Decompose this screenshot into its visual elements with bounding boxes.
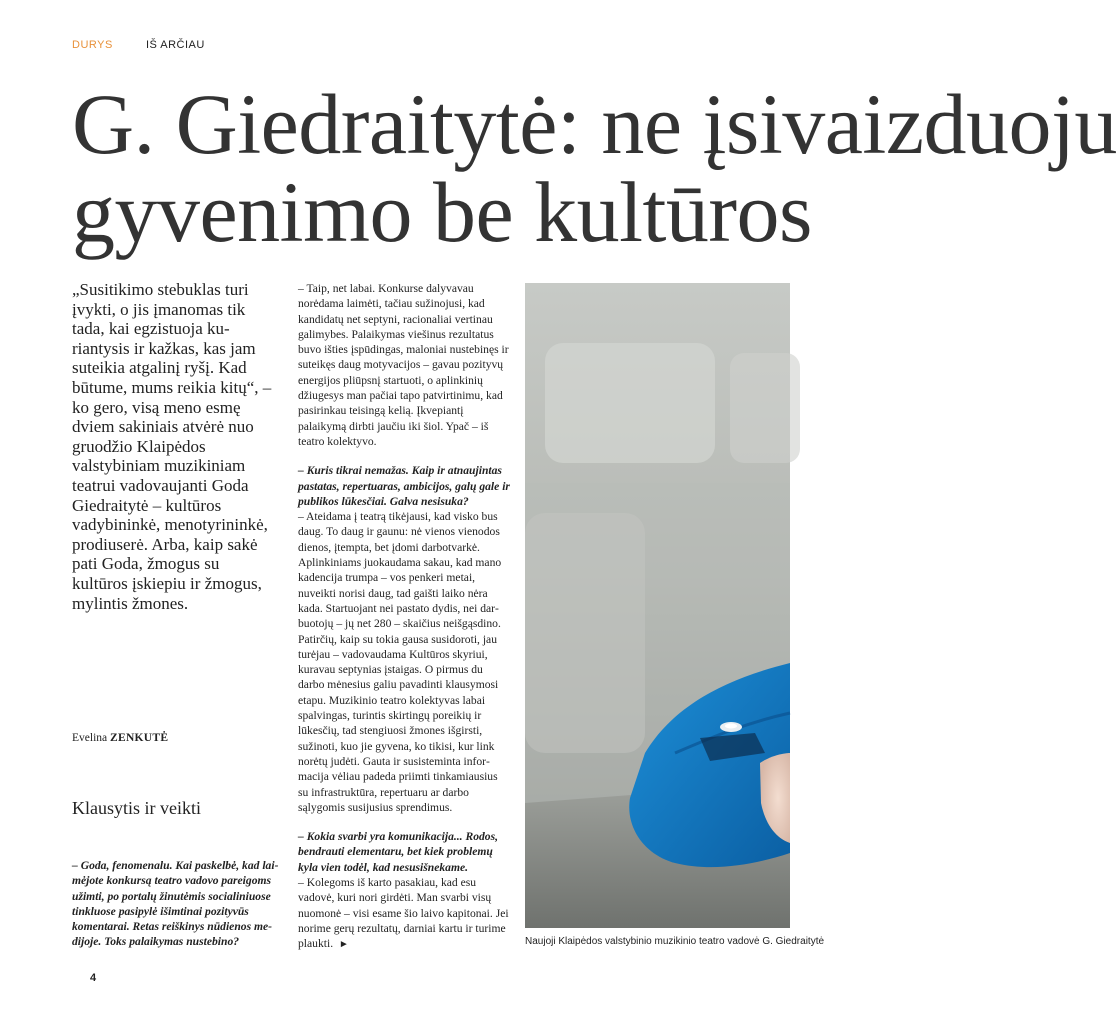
interview-answer-1: – Taip, net labai. Konkurse dalyvavau norėdama laimėti, tačiau sužinojusi, kad kandidatų net septyni, racionaliai vertinau galimybes. Palaikymas viešinus rezultatus buvo išties įspūdingas, maloniai nustebinęs ir suteikęs daug motyvacijos – gavau pozityvų energijos pliūpsnį startuoti, o aplinkinių džiugesys man pačiai tapo patvirtinimu, kad pasirinkau teisingą kelią. Įkvepiantį palaikymą dirbti jaučiu iki šiol. Ypač – iš teatro kolektyvo. — [298, 282, 509, 448]
headline-line-2: gyvenimo be kultūros — [72, 164, 813, 260]
interview-answer-3: – Kolegoms iš karto pasakiau, kad esu vadovė, kuri nori girdėti. Man svarbi visų nuomonė – visi esame šio laivo kapitonai. Jei norime gerų rezultatų, darniai kartu ir turime plaukti. — [298, 875, 509, 951]
author-first-name: Evelina — [72, 732, 108, 744]
interview-question-3: – Kokia svarbi yra komunikacija... Rodos, bendrauti elementaru, bet kiek problemų kyla vien todėl, kad nesusišnekame. — [298, 830, 499, 874]
interview-question-2: – Kuris tikrai nemažas. Kaip ir atnaujintas pastatas, repertuaras, ambicijos, galų gale ir publikos lūkesčiai. Galva nesisuka? — [298, 464, 510, 508]
interview-question-1: – Goda, fenomenalu. Kai paskelbė, kad laimėjote konkursą teatro vadovo pareigoms užimti, po portalų žinutėmis socialiniuose tinkluose pasipylė išimtinai pozityvūs komentarai. Retas reiškinys nūdienos medijoje. Toks palaikymas nustebino? — [72, 859, 279, 949]
interview-answer-2: – Ateidama į teatrą tikėjausi, kad visko bus daug. To daug ir gaunu: nė vienos vienodos dienos, įtempta, bet įdomi darbotvarkė. Aplinkiniams juokaudama sakau, kad mano kadencija trumpa – vos penkeri metai, nuveikti norisi daug, tad gaišti laiko nėra kada. Startuojant nei pastato dydis, nei darbuotojų – jų net 280 – skaičius neišgąsdino. Patirčių, kaip su tokia gausa susidoroti, jau turėjau – vadovaudama Kultūros skyriui, kuravau septynias įstaigas. O pirmus du darbo mėnesius galiu pavadinti klausymosi etapu. Muzikinio teatro kolektyvas labai spalvingas, turintis skirtingų poreikių ir lūkesčių, tad stengiuosi žmones išgirsti, sužinoti, kuo jie gyvena, ko tikisi, kur link norėtų judėti. Gauta ir susisteminta informacija vėliau padeda priimti tinkamiausius su infrastruktūra, repertuaru ar darbo sąlygomis susijusius sprendimus. — [298, 510, 502, 814]
middle-column — [298, 281, 510, 952]
portrait-photo — [525, 283, 790, 928]
author-last-name: ZENKUTĖ — [110, 732, 169, 744]
section-rubric — [72, 39, 205, 51]
author-byline — [72, 732, 168, 744]
article-headline — [72, 76, 1117, 260]
left-column — [72, 858, 284, 964]
rubric-section-label: DURYS — [72, 39, 113, 51]
rubric-subsection-label: IŠ ARČIAU — [145, 39, 205, 51]
headline-line-1: G. Giedraitytė: ne įsivaizduoju — [72, 76, 1117, 172]
section-subheading: Klausytis ir veikti — [72, 798, 201, 818]
photo-caption: Naujoji Klaipėdos valstybinio muzikinio teatro vadovė G. Giedraitytė — [525, 936, 825, 947]
continue-arrow-icon: ► — [338, 939, 349, 951]
lead-paragraph — [72, 280, 274, 613]
page-number: 4 — [90, 972, 97, 984]
lead-text: „Susitikimo stebuklas turi įvykti, o jis įmanomas tik tada, kai egzistuoja kuriantysis ir kažkas, kas jam suteikia atgalinį ryšį. Kad būtume, mums reikia kitų“, – ko gero, visą meno esmę dviem sakiniais atvėrė nuo gruodžio Klaipėdos valstybiniam muzikiniam teatrui vadovaujanti Goda Giedraitytė – kultūros vadybininkė, menotyrininkė, prodiuserė. Arba, kaip sakė pati Goda, žmogus su kultūros įskiepiu ir žmogus, mylintis žmones. — [72, 280, 272, 613]
